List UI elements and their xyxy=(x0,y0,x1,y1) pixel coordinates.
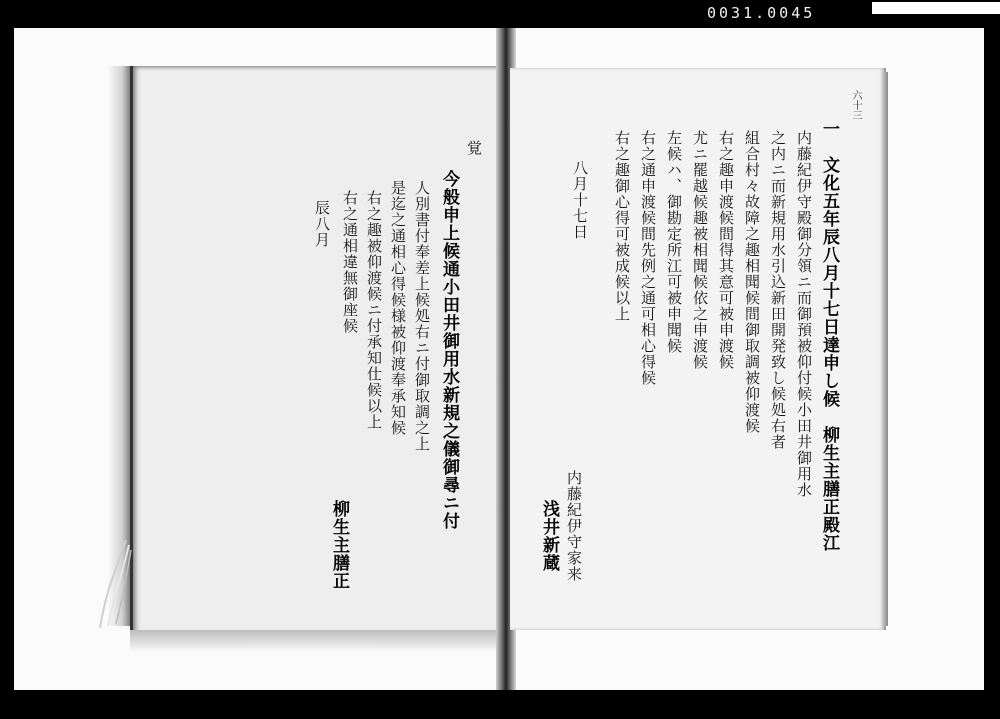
right-line-5: 右之趣申渡候間得其意可被申渡候 xyxy=(717,130,735,370)
left-date: 辰八月 xyxy=(313,200,331,248)
right-line-8: 右之通申渡候間先例之通可相心得候 xyxy=(639,130,657,386)
binding-threads xyxy=(96,540,136,630)
left-page-bottom-shadow xyxy=(130,630,505,652)
margin-note: 六十三 xyxy=(850,90,861,120)
left-line-5: 右之通相違無御座候 xyxy=(341,190,359,334)
left-heading: 覚 xyxy=(465,140,483,156)
left-line-4: 右之趣被仰渡候ニ付承知仕候以上 xyxy=(365,190,383,430)
right-signature-household: 内藤紀伊守家来 xyxy=(565,470,583,582)
left-signature: 柳生主膳正 xyxy=(329,500,349,590)
right-line-1: 一 文化五年辰八月十七日達申し候 柳生主膳正殿江 xyxy=(819,120,839,552)
right-line-4: 組合村々故障之趣相聞候間御取調被仰渡候 xyxy=(743,130,761,434)
right-date: 八月十七日 xyxy=(571,160,589,240)
right-line-7: 左候ハ、御勘定所江可被申聞候 xyxy=(665,130,683,354)
right-line-6: 尤ニ罷越候趣被相聞候依之申渡候 xyxy=(691,130,709,370)
right-line-9: 右之趣御心得可被成候以上 xyxy=(613,130,631,322)
left-line-3: 是迄之通相心得候様被仰渡奉承知候 xyxy=(389,180,407,436)
film-edge-mark xyxy=(872,2,1000,14)
right-line-2: 内藤紀伊守殿御分領ニ而御預被仰付候小田井御用水 xyxy=(795,130,813,498)
left-line-2: 人別書付奉差上候処右ニ付御取調之上 xyxy=(413,180,431,452)
right-line-3: 之内ニ而新規用水引込新田開発致し候処右者 xyxy=(769,130,787,450)
film-frame-counter: 0031.0045 xyxy=(707,4,816,22)
right-page-edge xyxy=(882,72,888,626)
left-line-1: 今般申上候通小田井御用水新規之儀御尋ニ付 xyxy=(439,170,459,530)
right-signature-name: 浅井新蔵 xyxy=(539,500,559,572)
